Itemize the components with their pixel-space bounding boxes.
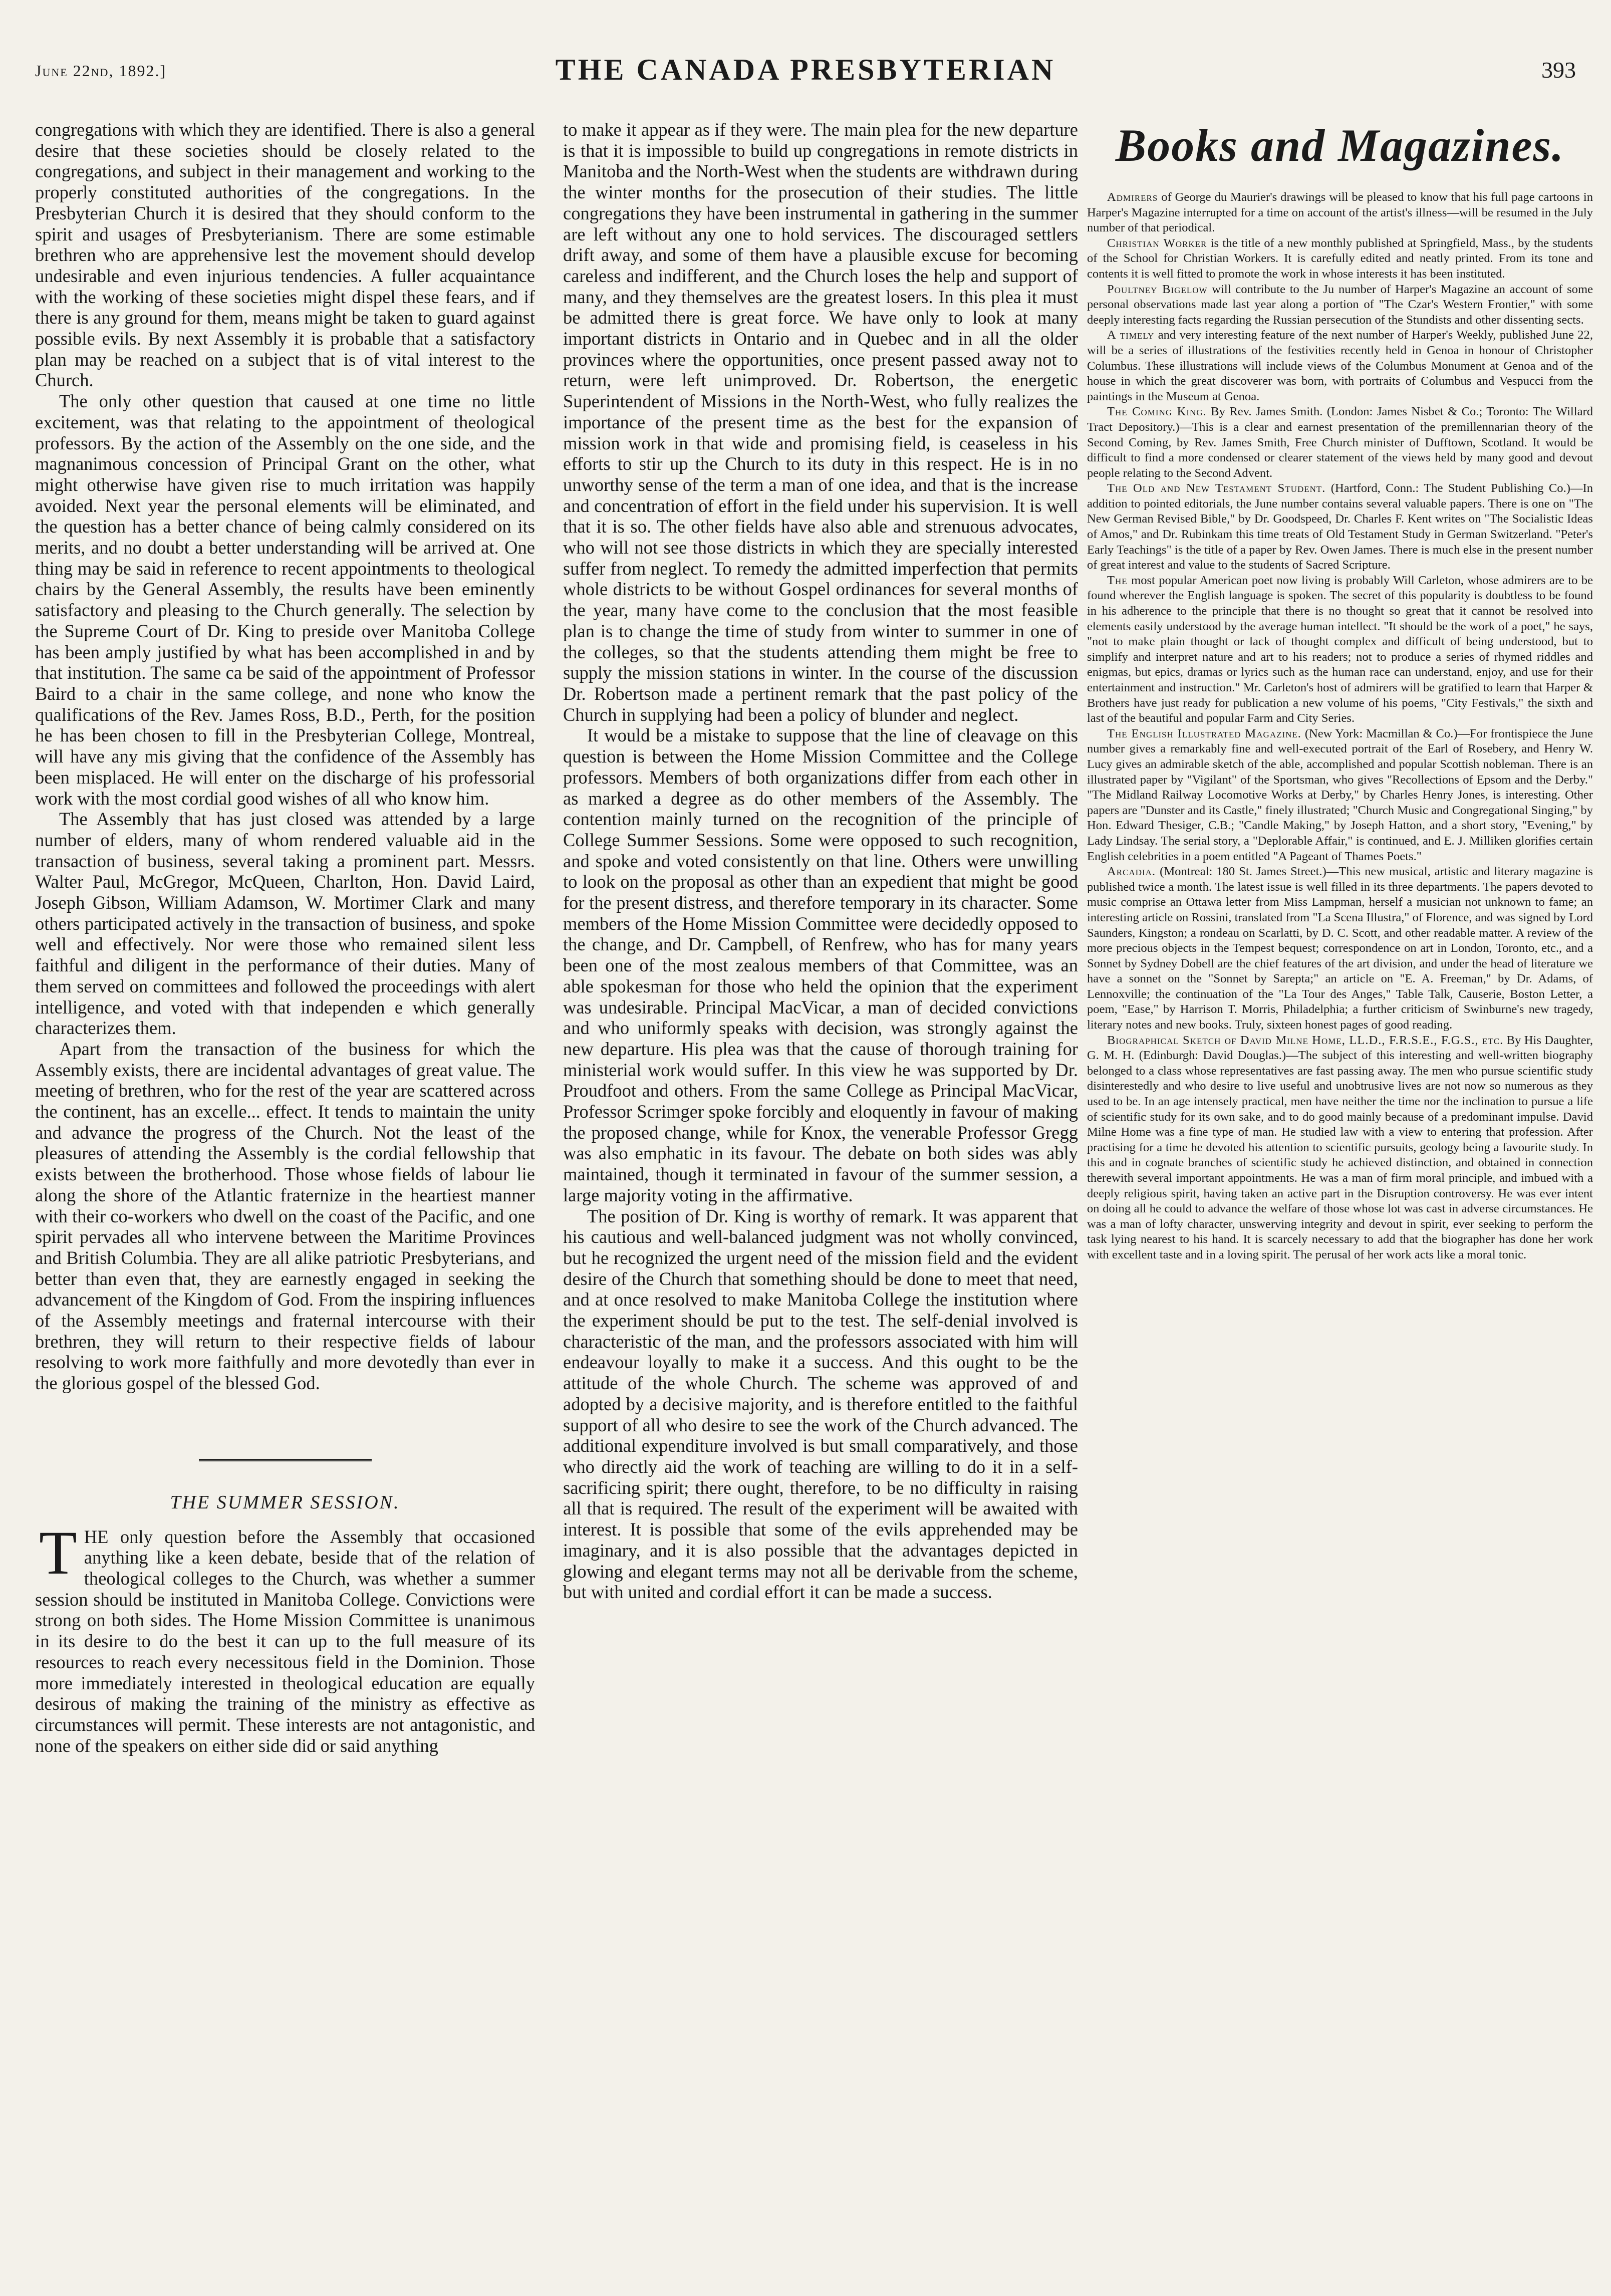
review-text: and very interesting feature of the next number of Harper's Weekly, published June 22, will be a series of illustrations of the festivities recently held in Genoa in honour of Christopher Columbus. These illustrations will include views of the Columbus Monument at Genoa and of the house in which the great discoverer was born, with portraits of Columbus and Vespucci from the paintings in the Museum at Genoa. — [1087, 328, 1593, 403]
review-lead: Admirers — [1107, 190, 1158, 204]
review-text: of George du Maurier's drawings will be pleased to know that his full page cartoons in Harper's Magazine interrupted for a time on account of the artist's illness—will be resumed in the July number of that periodical. — [1087, 190, 1593, 235]
review-text: is the title of a new monthly published at Springfield, Mass., by the students of the School for Christian Workers. It is carefully edited and neatly printed. From its tone and contents it is well fitted to promote the work in whose interests it has been instituted. — [1087, 236, 1593, 281]
editorial-paragraph: The Assembly that has just closed was attended by a large number of elders, many of whom rendered valuable aid in the transaction of business, several taking a prominent part. Messrs. Walter Paul, McGregor, McQueen, Charlton, Hon. David Laird, Joseph Gibson, William Adamson, W. Mortimer Clark and many others participated actively in the transaction of business, and spoke well and effectively. Nor were those who remained silent less faithful and diligent in the performance of their duties. Many of them served on committees and followed the proceedings with alert intelligence, and voted with that independen e which generally characterizes them. — [35, 809, 535, 1039]
review-item — [1087, 236, 1593, 282]
review-item — [1087, 404, 1593, 481]
editorial-paragraph: Apart from the transaction of the business for which the Assembly exists, there are incidental advantages of great value. The meeting of brethren, who for the rest of the year are scattered across the continent, has an excelle... effect. It tends to maintain the unity and advance the progress of the Church. Not the least of the pleasures of attending the Assembly is the cordial fellowship that exists between the brotherhood. Those whose fields of labour lie along the shore of the Atlantic fraternize in the heartiest manner with their co-workers who dwell on the coast of the Pacific, and one spirit pervades all who intervene between the Maritime Provinces and British Columbia. They are all alike patriotic Presbyterians, and better than even that, they are earnestly engaged in seeking the advancement of the Kingdom of God. From the inspiring influences of the Assembly meetings and fraternal intercourse with their brethren, they will return to their respective fields of labour resolving to work more faithfully and more devotedly than ever in the glorious gospel of the blessed God. — [35, 1038, 535, 1394]
review-text: will contribute to the Ju number of Harper's Magazine an account of some personal observations made last year along a portion of "The Czar's Western Frontier," with some deeply interesting facts regarding the Russian persecution of the Stundists and other dissenting sects. — [1087, 282, 1593, 327]
review-item — [1087, 726, 1593, 864]
editorial-paragraph: The only other question that caused at one time no little excitement, was that relating to the appointment of theological professors. By the action of the Assembly on the one side, and the magnanimous concession of Principal Grant on the other, what might otherwise have given rise to much irritation was happily avoided. Next year the personal elements will be eliminated, and the question has a better chance of being calmly considered on its merits, and no doubt a better understanding will be arrived at. One thing may be said in reference to recent appointments to theological chairs by the General Assembly, the results have been eminently satisfactory and pleasing to the Church generally. The selection by the Supreme Court of Dr. King to preside over Manitoba College has been amply justified by what has been accomplished in and by that institution. The same ca be said of the appointment of Professor Baird to a chair in the same college, and none who know the qualifications of the Rev. James Ross, B.D., Perth, for the position he has been chosen to fill in the Presbyterian College, Montreal, will have any mis giving that the confidence of the Assembly has been misplaced. He will enter on the discharge of his professorial work with the most cordial good wishes of all who know him. — [35, 391, 535, 809]
review-text: most popular American poet now living is probably Will Carleton, whose admirers are to be found wherever the English language is spoken. The secret of this popularity is doubtless to be found in his adherence to the principle that there is no thought so great that it cannot be resolved into elements easily understood by the average human intellect. "It should be the work of a poet," he says, "not to make plain thought or lack of thought complex and difficult of being understood, but to simplify and interpret nature and art to his readers; not to produce a series of rhymed riddles and enigmas, but epics, dramas or lyrics such as the human race can understand, enjoy, and use for their entertainment and instruction." Mr. Carleton's host of admirers will be gratified to learn that Harper & Brothers have just ready for publication a new volume of his poems, "City Festivals," the sixth and last of the beautiful and popular Farm and City Series. — [1087, 573, 1593, 725]
review-item — [1087, 481, 1593, 573]
review-item — [1087, 328, 1593, 404]
review-lead: Christian Worker — [1107, 236, 1207, 250]
summer-session-paragraph — [35, 1518, 535, 1756]
review-text: By His Daughter, G. M. H. (Edinburgh: David Douglas.)—The subject of this interesting and well-written biography belonged to a class whose representatives are fast passing away. The men who pursue scientific study disinterestedly and who desire to live useful and unobtrusive lives are not now so numerous as they used to be. In an age intensely practical, men have neither the time nor the inclination to pursue a life of scientific study for its own sake, and to do good mainly because of a predominant impulse. David Milne Home was a fine type of man. He studied law with a view to entering that profession. After practising for a time he devoted his attention to scientific pursuits, geology being a favourite study. In this and in cognate branches of scientific study he achieved distinction, and obtained in connection therewith several important appointments. He was a man of firm moral principle, and imbued with a deeply religious spirit, having taken an active part in the Disruption controversy. He was ever intent on doing all he could to advance the welfare of those whose lot was cast in adverse circumstances. He was a man of lofty character, unswerving integrity and devout in spirit, ever seeking to perform the task lying nearest to his hand. It is scarcely necessary to add that the biographer has done her work with excellent taste and in a loving spirit. The perusal of her work acts like a moral tonic. — [1087, 1033, 1593, 1261]
books-and-magazines-heading: Books and Magazines. — [1115, 120, 1565, 171]
review-text: (New York: Macmillan & Co.)—For frontispiece the June number gives a remarkably fine and well-executed portrait of the Earl of Rosebery, and Henry W. Lucy gives an admirable sketch of the able, accomplished and popular Scottish nobleman. There is an illustrated paper by "Vigilant" of the Sportsman, who gives "Recollections of Epsom and the Derby." "The Midland Railway Locomotive Works at Derby," by Charles Henry Jones, is interesting. Other papers are "Dunster and its Castle," finely illustrated; "Church Music and Congregational Singing," by Hon. Edward Thesiger, C.B.; "Candle Making," by Joseph Hatton, and a short story, "Evening," by Lady Lindsay. The serial story, a "Deplorable Affair," is continued, and E. J. Milliken glorifies certain English celebrities in a poem entitled "A Pageant of Thames Poets." — [1087, 726, 1593, 863]
review-lead: A timely — [1107, 328, 1155, 342]
masthead — [35, 53, 1576, 98]
summer-session-paragraph: to make it appear as if they were. The main plea for the new departure is that it is impossible to build up congregations in remote districts in Manitoba and the North-West when the students are withdrawn during the winter months for the prosecution of their studies. The little congregations they have been instrumental in gathering in the summer are left without any one to hold services. The discouraged settlers drift away, and some of them have a plausible excuse for becoming careless and indifferent, and the Church loses the help and support of many, and they themselves are the greatest losers. In this plea it must be admitted there is great force. We have only to look at many important districts in Ontario and in Quebec and in all the older provinces where the opportunities, once present passed away not to return, were left unimproved. Dr. Robertson, the energetic Superintendent of Missions in the North-West, who fully realizes the importance of the present time as the best for the expansion of mission work in that wide and promising field, is ceaseless in his efforts to stir up the Church to its duty in this respect. He is in no unworthy sense of the term a man of one idea, and that is the increase and concentration of effort in the field under his supervision. It is well that it is so. The other fields have also able and strenuous advocates, who will not see those districts in which they are specially interested suffer from neglect. To remedy the admitted imperfection that permits whole districts to be without Gospel ordinances for several months of the year, many have come to the conclusion that the most feasible plan is to change the time of study from winter to summer in one of the colleges, so that the students attending them might be free to supply the mission stations in winter. In the course of the discussion Dr. Robertson made a pertinent remark that the past policy of the Church in supplying had been a policy of blunder and neglect. — [563, 119, 1078, 725]
section-title-summer-session: THE SUMMER SESSION. — [170, 1491, 400, 1513]
review-item — [1087, 1033, 1593, 1263]
review-text: (Hartford, Conn.: The Student Publishing Co.)—In addition to pointed editorials, the June number contains several valuable papers. There is one on "The New German Revised Bible," by Dr. Goodspeed, Dr. Charles F. Kent writes on "The Socialistic Ideas of Amos," and Dr. Rubinkam this time treats of Old Testament Study in German Switzerland. "Peter's Early Teachings" is the title of a paper by Rev. Owen James. There is much else in the present number of great interest and value to the students of Sacred Scripture. — [1087, 481, 1593, 572]
review-item — [1087, 573, 1593, 726]
drop-cap: T — [39, 1518, 77, 1587]
review-lead: Arcadia. — [1107, 865, 1156, 879]
editorial-paragraph: congregations with which they are identified. There is also a general desire that these societies should be closely related to the congregations, and subject in their management and working to the properly constituted authorities of the congregations. In the Presbyterian Church it is desired that they should conform to the spirit and usages of Presbyterianism. There are some estimable brethren who are apprehensive lest the movement should develop undesirable and even injurious tendencies. A fuller acquaintance with the working of these societies might dispel these fears, and if there is any ground for them, means might be taken to guard against possible evils. By next Assembly it is probable that a satisfactory plan may be reached on a subject that is of vital interest to the Church. — [35, 119, 535, 391]
review-text: By Rev. James Smith. (London: James Nisbet & Co.; Toronto: The Willard Tract Depository.)—This is a clear and earnest presentation of the premillennarian theory of the Second Coming, by Rev. James Smith, Free Church minister of Dufftown, Scotland. It would be difficult to find a more condensed or clearer statement of the views held by many good and devout people relating to the Second Advent. — [1087, 405, 1593, 480]
column-3-books-and-magazines — [1087, 113, 1593, 2256]
publication-title: THE CANADA PRESBYTERIAN — [555, 53, 1056, 86]
review-item — [1087, 864, 1593, 1033]
review-lead: Biographical Sketch of David Milne Home, LL.D., F.R.S.E., F.G.S., etc. — [1107, 1033, 1504, 1047]
section-divider — [199, 1459, 372, 1461]
review-text: (Montreal: 180 St. James Street.)—This new musical, artistic and literary magazine is published twice a month. The latest issue is well filled in its three departments. The papers devoted to music comprise an Ottawa letter from Miss Lampman, herself a musician not unknown to fame; an interesting article on Rossini, translated from "La Scena Illustra," of Florence, and was signed by Lord Saunders, Kingston; a rondeau on Scarlatti, by D. C. Scott, and other readable matter. A review of the more precious objects in the Tempest bequest; correspondence on art in London, Toronto, etc., and a Sonnet by Sydney Dobell are the chief features of the art division, and under the head of literature we have a sonnet on the "Sonnet by Sarepta;" an article on "E. A. Freeman," by Dr. Adams, of Lennoxville; the continuation of the "La Tour des Anges," Table Talk, Causerie, Boston Letter, a poem, "Ease," by Harrison T. Morris, Philadelphia; a further criticism of Swinburne's new tragedy, literary notes and new books. Truly, sixteen honest pages of good reading. — [1087, 865, 1593, 1032]
review-item — [1087, 282, 1593, 328]
summer-session-paragraph: It would be a mistake to suppose that the line of cleavage on this question is between the Home Mission Committee and the College professors. Members of both organizations differ from each other in as marked a degree as do other members of the Assembly. The contention mainly turned on the recognition of the principle of College Summer Sessions. Some were opposed to such recognition, and spoke and voted consistently on that line. Others were unwilling to look on the proposal as other than an expedient that might be good for the present distress, and therefore temporary in its character. Some members of the Home Mission Committee were decidedly opposed to the change, and Dr. Campbell, of Renfrew, who has for many years been one of the most zealous members of that Committee, was an able spokesman for those who held the opinion that the experiment was undesirable. Principal MacVicar, a man of decided convictions and who uniformly speaks with decision, was strongly against the new departure. His plea was that the cause of thorough training for ministerial work would suffer. In this view he was supported by Dr. Proudfoot and others. From the same College as Principal MacVicar, Professor Scrimger spoke forcibly and eloquently in favour of making the proposed change, while for Knox, the venerable Professor Gregg was also emphatic in its favour. The debate on both sides was ably maintained, though it terminated in favour of the summer session, a large majority voting in the affirmative. — [563, 725, 1078, 1205]
review-item — [1087, 190, 1593, 236]
summer-session-paragraph: The position of Dr. King is worthy of remark. It was apparent that his cautious and well-balanced judgment was not wholly convinced, but he recognized the urgent need of the mission field and the evident desire of the Church that something should be done to meet that need, and at once resolved to make Manitoba College the institution where the experiment should be put to the test. The self-denial involved is characteristic of the man, and the professors associated with him will endeavour loyally to make it a success. And this ought to be the attitude of the whole Church. The scheme was approved of and adopted by a decisive majority, and is therefore entitled to the faithful support of all who desire to see the work of the Church advanced. The additional expenditure involved is but small comparatively, and those who directly aid the work of teaching are willing to do it in a self-sacrificing spirit; there ought, therefore, to be no difficulty in raising all that is required. The result of the experiment will be awaited with interest. It is possible that some of the evils apprehended may be imaginary, and it is also possible that the advantages depicted in glowing and elegant terms may not all be derivable from the scheme, but with united and cordial effort it can be made a success. — [563, 1205, 1078, 1603]
column-1 — [35, 119, 535, 2256]
column-2 — [563, 119, 1078, 2256]
page-number: 393 — [1541, 57, 1576, 83]
review-lead: The Old and New Testament Student. — [1107, 481, 1326, 495]
summer-session-text: HE only question before the Assembly that occasioned anything like a keen debate, beside that of the relation of theological colleges to the Church, was whether a summer session should be instituted in Manitoba College. Convictions were strong on both sides. The Home Mission Committee is unanimous in its desire to do the best it can up to the full measure of its resources to reach every necessitous field in the Dominion. Those more immediately interested in theological education are equally desirous of making the training of the ministry as effective as circumstances will permit. These interests are not antagonistic, and none of the speakers on either side did or said anything — [35, 1526, 535, 1756]
review-lead: The — [1107, 573, 1128, 587]
review-lead: The English Illustrated Magazine. — [1107, 726, 1301, 740]
review-lead: The Coming King. — [1107, 405, 1207, 419]
review-lead: Poultney Bigelow — [1107, 282, 1208, 296]
issue-date: June 22nd, 1892.] — [35, 62, 167, 80]
